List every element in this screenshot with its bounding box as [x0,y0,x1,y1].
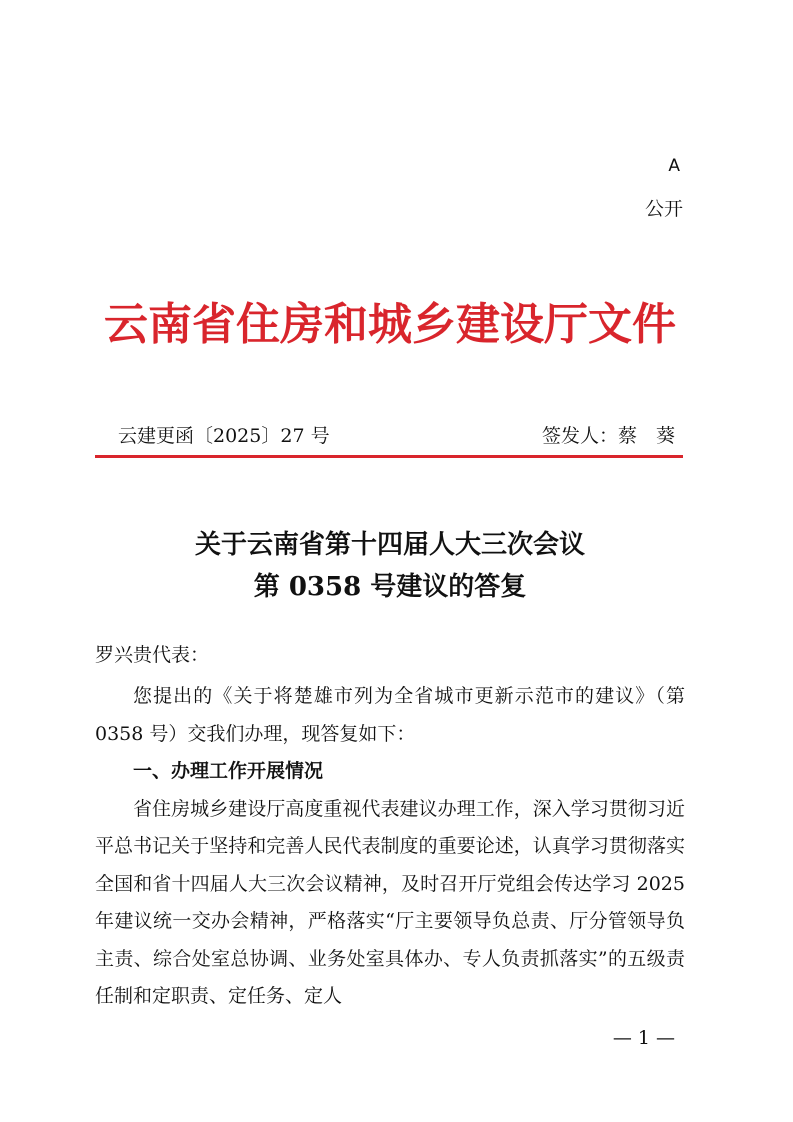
signer: 签发人：蔡 葵 [541,425,675,447]
title-line-2: 第 0358 号建议的答复 [253,572,527,602]
document-number: 云建更函〔2025〕27 号 [118,425,330,447]
publicity-mark: 公开 [644,198,683,220]
page-number: — 1 — [612,1027,675,1049]
body-paragraph: 省住房城乡建设厅高度重视代表建议办理工作，深入学习贯彻习近平总书记关于坚持和完善人民代表制度的重要论述，认真学习贯彻落实全国和省十四届人大三次会议精神，及时召开厅党组会传达学习 2025 年建议统一交办会精神，严格落实“厅主要领导负总责、厅分管领导负主责、综合处室总协调、业务处室具体办、专人负责抓落实”的五级责任制和定职责、定任务、定人 [95,797,685,1007]
document-title [95,524,685,608]
section-heading: 一、办理工作开展情况 [133,760,324,782]
salutation: 罗兴贵代表： [95,644,210,666]
title-line-1: 关于云南省第十四届人大三次会议 [194,530,585,560]
intro-paragraph: 您提出的《关于将楚雄市列为全省城市更新示范市的建议》（第 0358 号）交我们办理，现答复如下： [95,685,685,745]
classification-mark: A [668,156,680,176]
document-body [95,678,685,1016]
issuer-title: 云南省住房和城乡建设厅文件 [104,299,676,350]
red-divider-line [95,455,683,458]
